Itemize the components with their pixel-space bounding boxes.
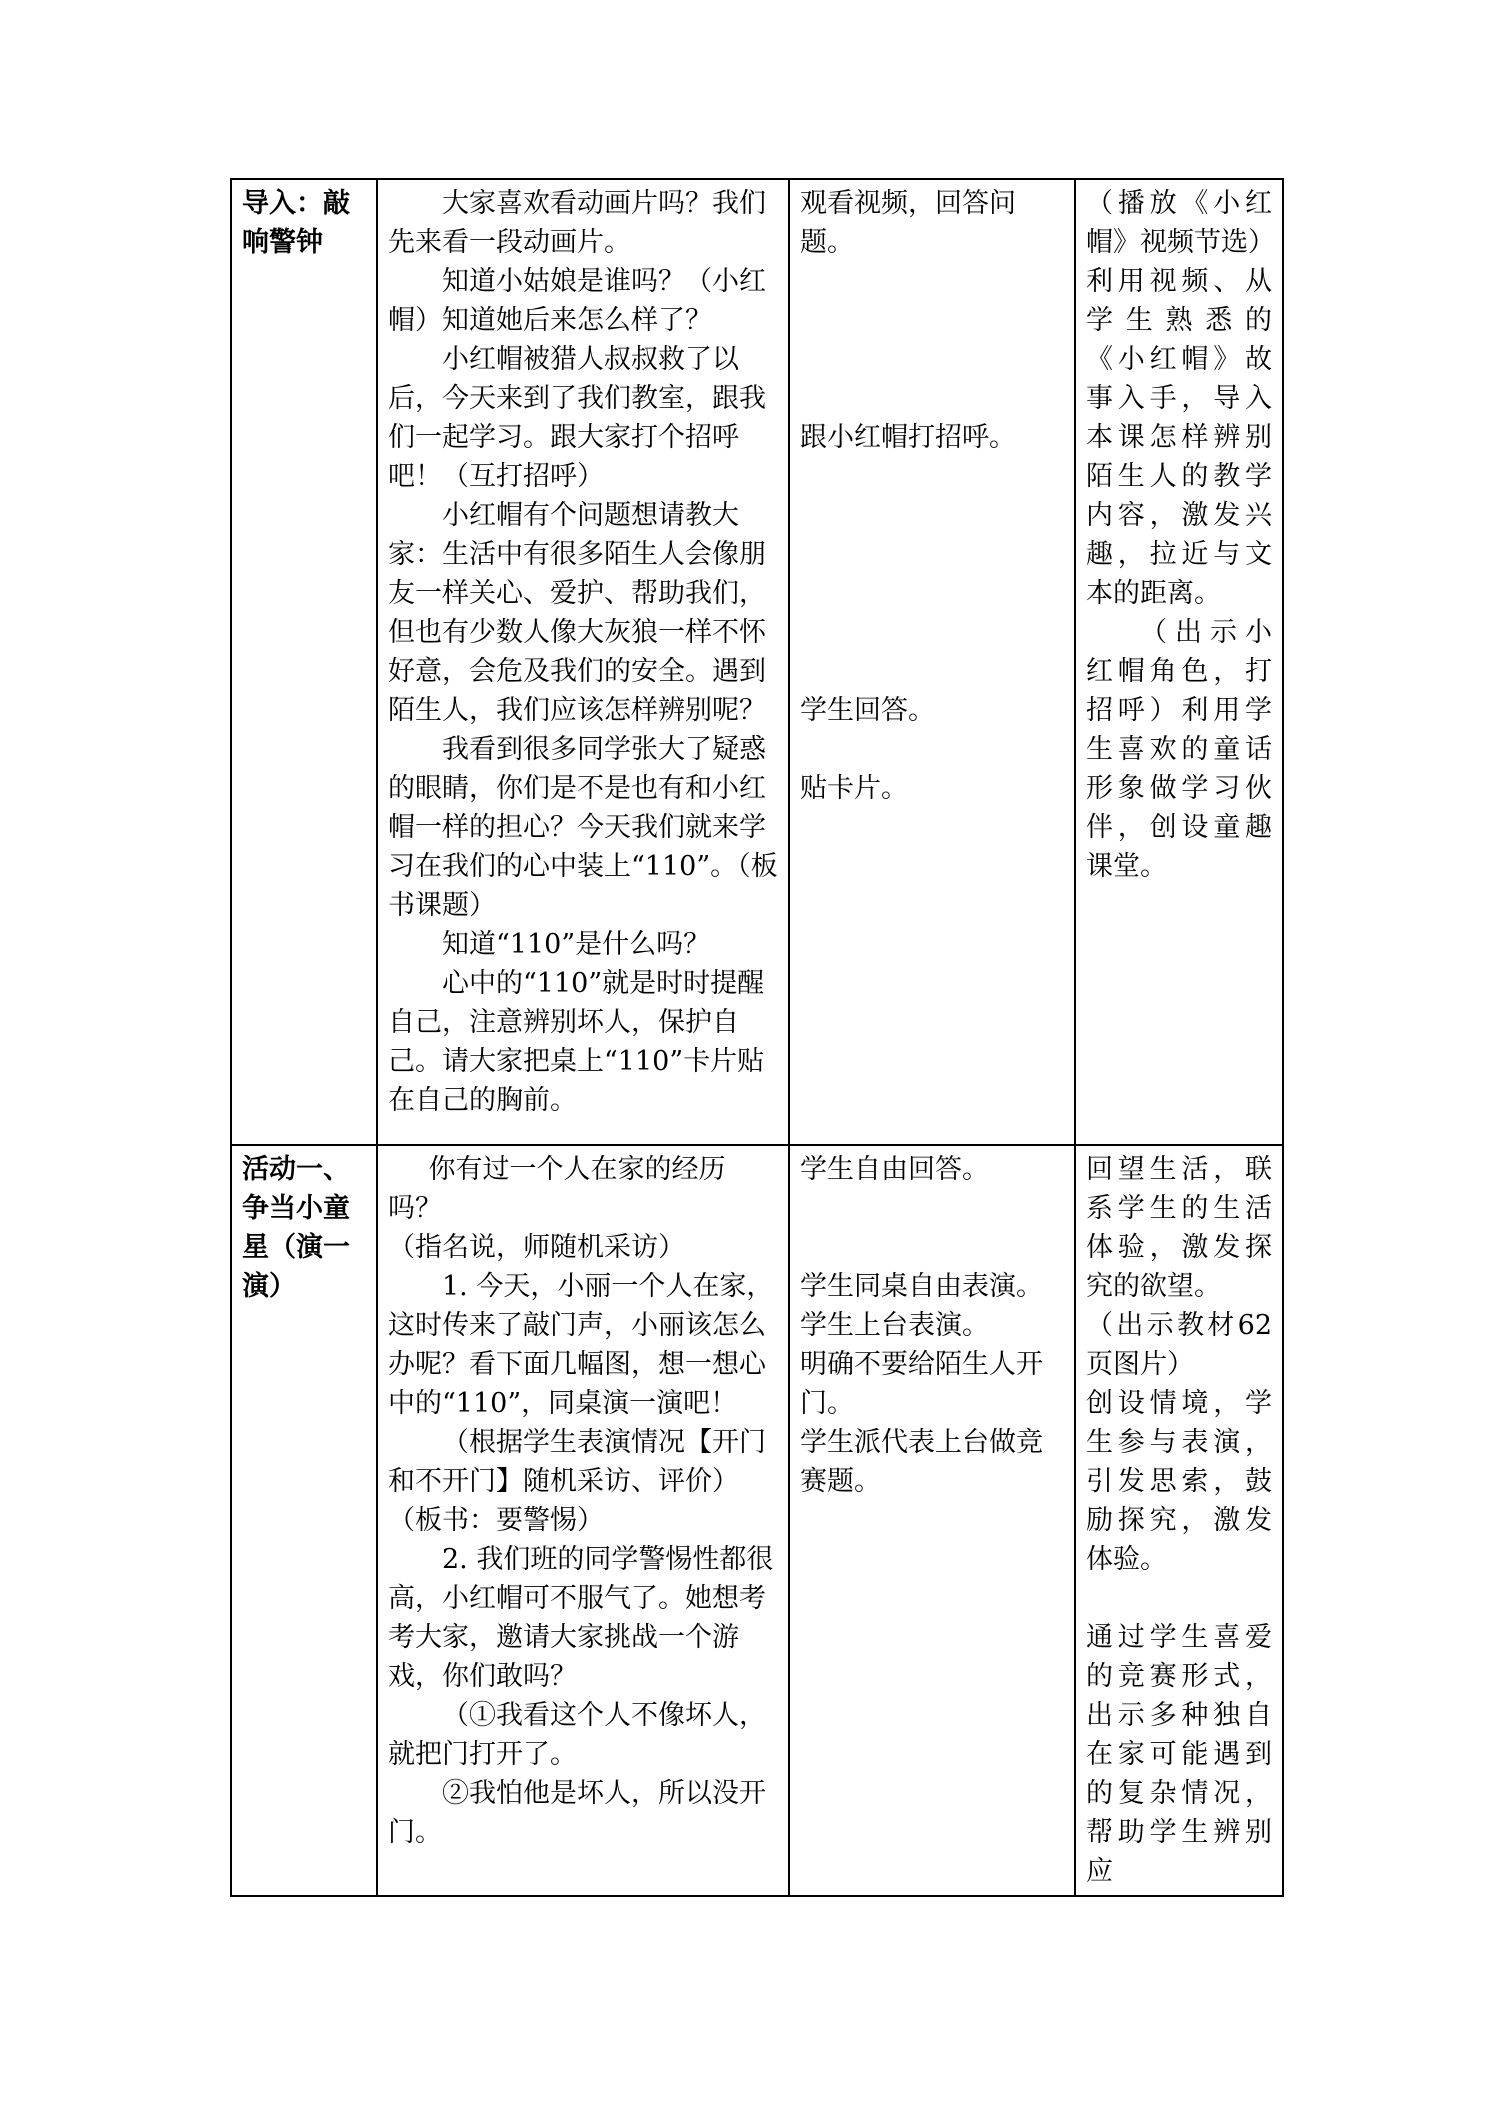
paragraph: 通过学生喜爱的竞赛形式，出示多种独自在家可能遇到的复杂情况，帮助学生辨别应 (1086, 1622, 1272, 1887)
table-row (231, 1145, 1283, 1896)
student-activity-cell (789, 1145, 1075, 1896)
stage-cell (231, 1145, 377, 1896)
paragraph: 小红帽有个问题想请教大家：生活中有很多陌生人会像朋友一样关心、爱护、帮助我们，但也有少数人像大灰狼一样不怀好意，会危及我们的安全。遇到陌生人，我们应该怎样辨别呢？ (388, 500, 766, 726)
paragraph: 利用视频、从学生熟悉的《小红帽》故事入手，导入本课怎样辨别陌生人的教学内容，激发兴趣，拉近与文本的距离。 (1086, 266, 1272, 609)
paragraph: 2. 我们班的同学警惕性都很高，小红帽可不服气了。她想考考大家，邀请大家挑战一个游戏，你们敢吗？ (388, 1544, 774, 1692)
paragraph: （播放《小红帽》视频节选） (1086, 188, 1275, 258)
teacher-activity-cell (377, 179, 789, 1145)
paragraph: 学生自由回答。 (800, 1154, 989, 1185)
paragraph: （出示教材62页图片） (1086, 1310, 1272, 1380)
paragraph: 知道“110”是什么吗？ (442, 929, 711, 960)
paragraph: （板书：要警惕） (388, 1505, 604, 1536)
paragraph: 学生派代表上台做竞赛题。 (800, 1427, 1043, 1497)
paragraph: 小红帽被猎人叔叔救了以后，今天来到了我们教室，跟我们一起学习。跟大家打个招呼吧！（互打招呼） (388, 344, 766, 492)
stage-title: 活动一、争当小童星（演一演） (242, 1154, 350, 1302)
paragraph: 你有过一个人在家的经历吗？ (388, 1154, 726, 1224)
paragraph: （出示小红帽角色，打招呼）利用学生喜欢的童话形象做学习伙伴，创设童趣课堂。 (1086, 617, 1272, 882)
stage-cell (231, 179, 377, 1145)
paragraph: 贴卡片。 (800, 773, 908, 804)
paragraph: ②我怕他是坏人，所以没开门。 (388, 1778, 766, 1848)
paragraph: 大家喜欢看动画片吗？我们先来看一段动画片。 (388, 188, 766, 258)
teacher-activity-cell (377, 1145, 789, 1896)
paragraph: 学生回答。 (800, 695, 935, 726)
paragraph: 回望生活，联系学生的生活体验，激发探究的欲望。 (1086, 1154, 1272, 1302)
design-purpose-cell (1075, 1145, 1283, 1896)
design-purpose-cell (1075, 179, 1283, 1145)
lesson-plan-table (230, 178, 1284, 1897)
paragraph: 创设情境，学生参与表演，引发思索，鼓励探究，激发体验。 (1086, 1388, 1272, 1575)
paragraph: （指名说，师随机采访） (388, 1232, 685, 1263)
stage-title: 导入：敲响警钟 (242, 188, 350, 258)
paragraph: 知道小姑娘是谁吗？（小红帽）知道她后来怎么样了？ (388, 266, 766, 336)
student-activity-cell (789, 179, 1075, 1145)
paragraph: 1. 今天，小丽一个人在家，这时传来了敲门声，小丽该怎么办呢？看下面几幅图，想一想心中的“110”，同桌演一演吧！ (388, 1271, 774, 1419)
paragraph: 明确不要给陌生人开门。 (800, 1349, 1043, 1419)
paragraph: （根据学生表演情况【开门和不开门】随机采访、评价） (388, 1427, 766, 1497)
paragraph: 心中的“110”就是时时提醒自己，注意辨别坏人，保护自己。请大家把桌上“110”卡片贴在自己的胸前。 (388, 968, 765, 1116)
table-row (231, 179, 1283, 1145)
paragraph: 我看到很多同学张大了疑惑的眼睛，你们是不是也有和小红帽一样的担心？今天我们就来学习在我们的心中装上“110”。（板书课题） (388, 734, 778, 921)
paragraph: 跟小红帽打招呼。 (800, 422, 1016, 453)
paragraph: 观看视频，回答问题。 (800, 188, 1016, 258)
paragraph: 学生同桌自由表演。 (800, 1271, 1043, 1302)
paragraph: 学生上台表演。 (800, 1310, 989, 1341)
paragraph: （①我看这个人不像坏人，就把门打开了。 (388, 1700, 766, 1770)
